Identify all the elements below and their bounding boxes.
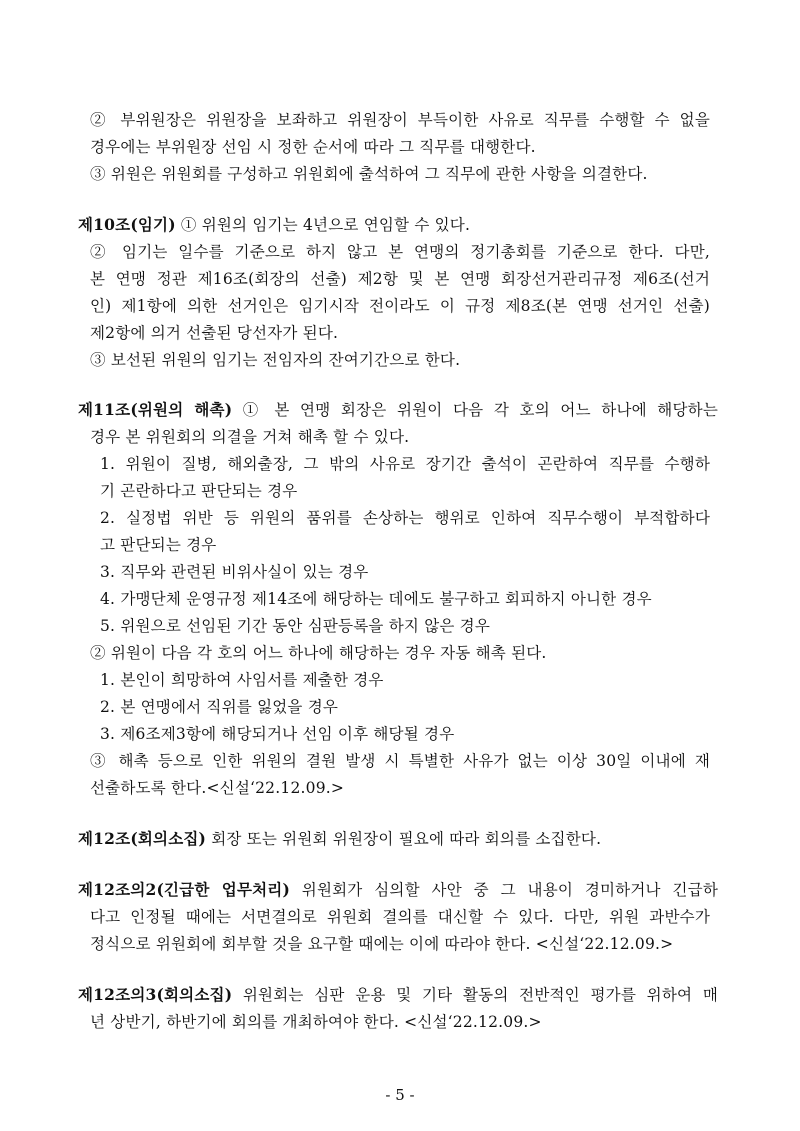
art11-item1-line2: 기 곤란하다고 판단되는 경우: [100, 482, 298, 500]
art10-para2-line4: 제2항에 의거 선출된 당선자가 된다.: [90, 324, 339, 342]
art11-item1-line1: 1. 위원이 질병, 해외출장, 그 밖의 사유로 장기간 출석이 곤란하여 직무를 수행하: [100, 455, 710, 473]
art10-para2-line3: 인) 제1항에 의한 선거인은 임기시작 전이라도 이 규정 제8조(본 연맹 선거인 선출): [90, 297, 710, 315]
art12-3-line2: 년 상반기, 하반기에 회의를 개최하여야 한다. <신설‘22.12.09.>: [90, 1013, 542, 1031]
art10-para2-line1: ② 임기는 일수를 기준으로 하지 않고 본 연맹의 정기총회를 기준으로 한다. 다만,: [90, 243, 710, 261]
art12-body: 회장 또는 위원회 위원장이 필요에 따라 회의를 소집한다.: [206, 830, 602, 848]
art11-heading: [78, 400, 718, 420]
art11-para1-line2: 경우 본 위원회의 의결을 거쳐 해촉 할 수 있다.: [90, 428, 410, 446]
art10-para1: ① 위원의 임기는 4년으로 연임할 수 있다.: [175, 216, 471, 234]
art12-3-line1: 위원회는 심판 운용 및 기타 활동의 전반적인 평가를 위하여 매: [232, 986, 718, 1004]
art12-2-line1: 위원회가 심의할 사안 중 그 내용이 경미하거나 긴급하: [290, 881, 718, 899]
art10-title: 제10조(임기): [78, 215, 176, 234]
art10-heading: [78, 215, 718, 235]
art9-para2-line1: ② 부위원장은 위원장을 보좌하고 위원장이 부득이한 사유로 직무를 수행할 수 없을: [90, 111, 710, 129]
art11-para3-line2: 선출하도록 한다.<신설‘22.12.09.>: [90, 779, 345, 797]
art11-para2: ② 위원이 다음 각 호의 어느 하나에 해당하는 경우 자동 해촉 된다.: [90, 644, 547, 662]
art10-para3: ③ 보선된 위원의 임기는 전임자의 잔여기간으로 한다.: [90, 351, 461, 369]
art11-subitem3: 3. 제6조제3항에 해당되거나 선임 이후 해당될 경우: [100, 725, 455, 743]
art11-title: 제11조(위원의 해촉): [78, 400, 233, 419]
art11-item2-line2: 고 판단되는 경우: [100, 536, 217, 554]
art12-heading: [78, 829, 718, 849]
art12-2-line3: 정식으로 위원회에 회부할 것을 요구할 때에는 이에 따라야 한다. <신설‘22.12.09.>: [90, 935, 674, 953]
art10-para2-line2: 본 연맹 정관 제16조(회장의 선출) 제2항 및 본 연맹 회장선거관리규정 제6조(선거: [90, 270, 710, 288]
art11-item3: 3. 직무와 관련된 비위사실이 있는 경우: [100, 563, 369, 581]
art12-2-title: 제12조의2(긴급한 업무처리): [78, 880, 290, 899]
art12-2-heading: [78, 880, 718, 900]
page-number: - 5 -: [385, 1086, 415, 1104]
art11-subitem1: 1. 본인이 희망하여 사임서를 제출한 경우: [100, 671, 384, 689]
art11-item2-line1: 2. 실정법 위반 등 위원의 품위를 손상하는 행위로 인하여 직무수행이 부적합하다: [100, 509, 710, 527]
art9-para3: ③ 위원은 위원회를 구성하고 위원회에 출석하여 그 직무에 관한 사항을 의결한다.: [90, 165, 648, 183]
art12-3-title: 제12조의3(회의소집): [78, 985, 233, 1004]
art11-para1-line1: ① 본 연맹 회장은 위원이 다음 각 호의 어느 하나에 해당하는: [232, 401, 718, 419]
art12-title: 제12조(회의소집): [78, 829, 207, 848]
art11-subitem2: 2. 본 연맹에서 직위를 잃었을 경우: [100, 698, 339, 716]
art11-para3-line1: ③ 해촉 등으로 인한 위원의 결원 발생 시 특별한 사유가 없는 이상 30일 이내에 재: [90, 752, 710, 770]
art11-item5: 5. 위원으로 선임된 기간 동안 심판등록을 하지 않은 경우: [100, 617, 491, 635]
art9-para2-line2: 경우에는 부위원장 선임 시 정한 순서에 따라 그 직무를 대행한다.: [90, 138, 536, 156]
art11-item4: 4. 가맹단체 운영규정 제14조에 해당하는 데에도 불구하고 회피하지 아니한 경우: [100, 590, 652, 608]
art12-2-line2: 다고 인정될 때에는 서면결의로 위원회 결의를 대신할 수 있다. 다만, 위원 과반수가: [90, 908, 710, 926]
art12-3-heading: [78, 985, 718, 1005]
